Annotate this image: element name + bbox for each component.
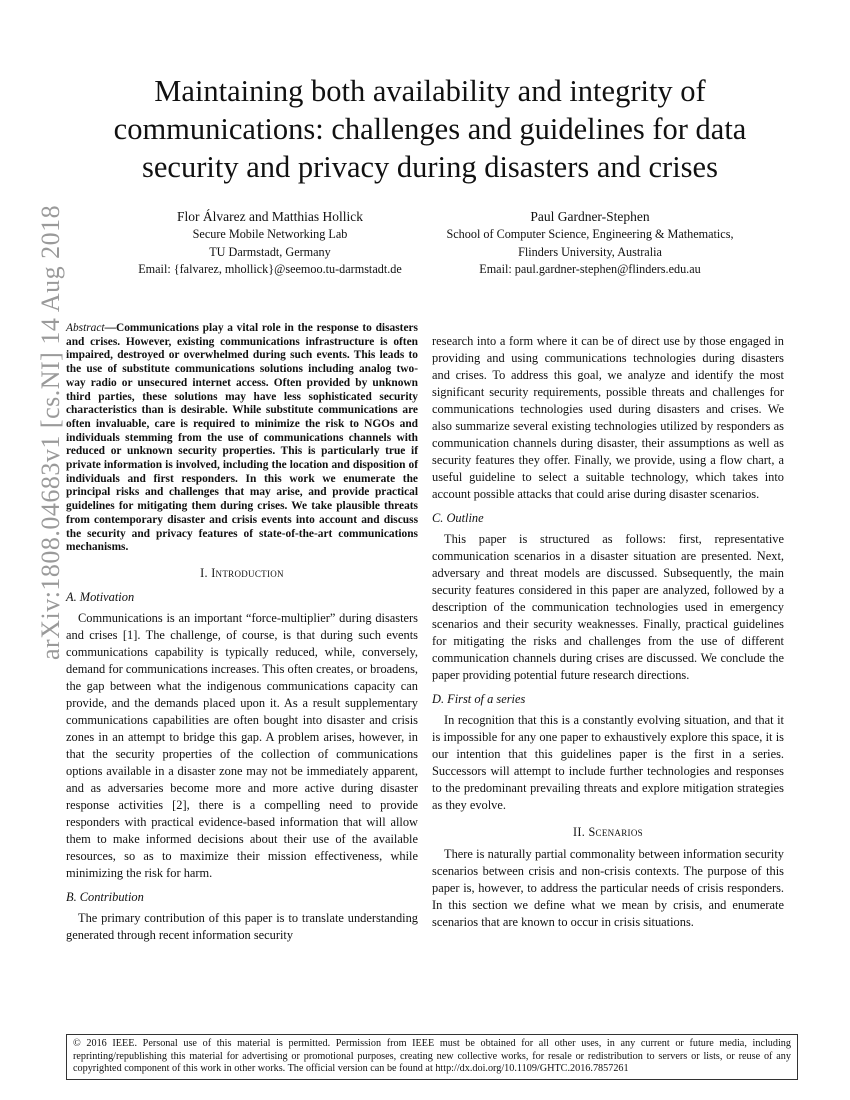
author-block-right [410, 208, 770, 279]
section-heading-scenarios: II. Scenarios [573, 825, 643, 839]
subsection-heading-contribution: B. Contribution [66, 889, 144, 904]
paragraph-outline: This paper is structured as follows: first, representative communication scenarios in a disaster situation are presented. Next, adversary and threat models are discussed. Subsequently, the main security features considered in this paper are analyzed, followed by a description of the communication technologies used in emergency scenarios and their security weaknesses. Finally, practical guidelines for mitigating the risks and challenges from the use of different communication channels during crises are discussed. We conclude the paper providing potential future research directions. [432, 532, 784, 682]
author-affiliation: Flinders University, Australia [518, 244, 662, 259]
abstract-text: —Communications play a vital role in the response to disasters and crises. However, existing communications infrastructure is often impaired, destroyed or overwhelmed during such events. This leads to the use of substitute communications solutions including analog two-way radio or unsecured internet access. Often provided by unknown third parties, these solutions may have less sophisticated security characteristics than is desirable. While substitute communications are often invaluable, care is required to minimize the risk to NGOs and individuals stemming from the use of communications channels with reduced or unknown security properties. This is particularly true if private information is involved, including the location and disposition of individuals and first responders. In this work we enumerate the principal risks and challenges that may arise, and provide practical guidelines for mitigating them during crises. We take plausible threats from contemporary disaster and crisis events into account and discuss the security and privacy features of state-of-the-art communications mechanisms. [66, 322, 418, 554]
author-affiliation: School of Computer Science, Engineering & Mathematics, [446, 227, 734, 241]
paper-title: Maintaining both availability and integrity of communications: challenges and guidelines for data security and privacy during disasters and crises [113, 74, 747, 184]
right-column [432, 333, 784, 931]
author-affiliation: TU Darmstadt, Germany [209, 244, 331, 259]
author-email: Email: {falvarez, mhollick}@seemoo.tu-darmstadt.de [138, 262, 402, 276]
paragraph-contribution: The primary contribution of this paper is to translate understanding generated through recent information security [66, 910, 418, 942]
section-heading-introduction: I. Introduction [200, 565, 284, 580]
paragraph-motivation: Communications is an important “force-multiplier” during disasters and crises [1]. The challenge, of course, is that during such events communications capability is typically reduced, while, conversely, demand for communications increases. This often creates, or broadens, the gap between what the indigenous communications capacity can provide, and the demands placed upon it. As a result supplementary communications capabilities are often bought into disaster and crisis zones in an attempt to bridge this gap. A problem arises, however, in that the security properties of the collection of communications options available in a disaster zone may not be immediately apparent, and as adversaries become more and more active during disaster response activities [2], there is a compelling need to provide responders with practical evidence-based information that will allow them to make informed decisions about their use of the available resources, so as to maximize their mission effectiveness, while minimizing the risk for harm. [66, 610, 418, 880]
subsection-heading-outline: C. Outline [432, 511, 484, 525]
abstract-label: Abstract [66, 322, 105, 334]
paragraph-scenarios: There is naturally partial commonality between information security scenarios between crisis and non-crisis contexts. The purpose of this paper is, however, to address the particular needs of crisis responders. In this section we define what we mean by crisis, and enumerate scenarios that are known to occur in crisis situations. [432, 847, 784, 929]
subsection-heading-series: D. First of a series [432, 692, 526, 706]
subsection-heading-motivation: A. Motivation [66, 589, 135, 604]
left-column [66, 322, 418, 944]
arxiv-identifier: arXiv:1808.04683v1 [cs.NI] 14 Aug 2018 [36, 204, 65, 660]
abstract [66, 322, 418, 555]
author-email: Email: paul.gardner-stephen@flinders.edu.au [479, 262, 701, 276]
paragraph-contribution-continued: research into a form where it can be of direct use by those engaged in providing and using communications technologies during disasters and crises. To address this goal, we analyze and identify the most significant security requirements, possible threats and challenges for communications technologies used during disasters and crises. We also summarize several existing technologies utilized by responders as communication channels during disaster, their assumptions as well as security features they offer. Finally, we provide, using a flow chart, a useful guideline to select a suitable technology, which takes into account possible attacks that could arise during disaster scenarios. [432, 334, 784, 501]
paragraph-series: In recognition that this is a constantly evolving situation, and that it is impossible for any one paper to exhaustively explore this space, it is our intention that this guidelines paper is the first in a series. Successors will attempt to include further technologies and responses to the predominant prevailing threats and explore mitigation strategies as they evolve. [432, 713, 784, 812]
author-names: Flor Álvarez and Matthias Hollick [177, 209, 363, 224]
copyright-notice: © 2016 IEEE. Personal use of this material is permitted. Permission from IEEE must be obtained for all other uses, in any current or future media, including reprinting/republishing this material for advertising or promotional purposes, creating new collective works, for resale or redistribution to servers or lists, or reuse of any copyrighted component of this work in other works. The official version can be found at http://dx.doi.org/10.1109/GHTC.2016.7857261 [66, 1034, 798, 1080]
author-names: Paul Gardner-Stephen [530, 209, 650, 224]
author-affiliation: Secure Mobile Networking Lab [192, 227, 348, 241]
